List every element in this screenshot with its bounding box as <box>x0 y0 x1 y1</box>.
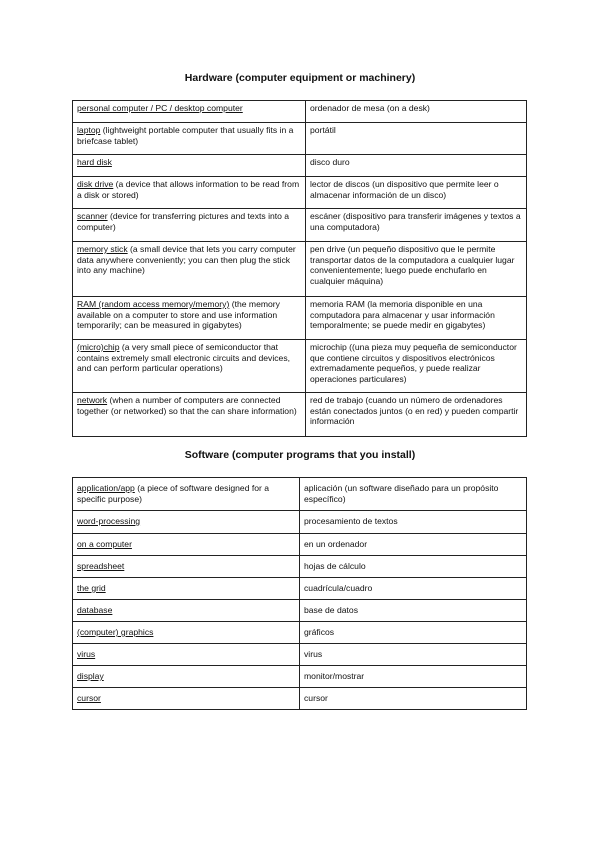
translation-cell: virus <box>300 644 527 666</box>
term-description: (a device that allows information to be read from a disk or stored) <box>77 179 300 200</box>
translation-cell: ordenador de mesa (on a desk) <box>306 101 527 123</box>
term-cell <box>73 600 300 622</box>
term: memory stick <box>77 244 128 254</box>
translation-cell: procesamiento de textos <box>300 511 527 534</box>
term: scanner <box>77 211 108 221</box>
term-cell <box>73 666 300 688</box>
translation-cell: base de datos <box>300 600 527 622</box>
term-cell <box>73 340 306 393</box>
term: cursor <box>77 693 101 703</box>
table-row <box>73 644 527 666</box>
term: word-processing <box>77 516 141 526</box>
table-row <box>73 688 527 710</box>
term-description: (a very small piece of semiconductor that contains extremely small electronic circuits and devices, and can perform particular operations) <box>77 342 291 374</box>
term-cell <box>73 644 300 666</box>
table-row <box>73 666 527 688</box>
term: (computer) graphics <box>77 627 154 637</box>
term-cell <box>73 101 306 123</box>
term-cell <box>73 578 300 600</box>
translation-cell: gráficos <box>300 622 527 644</box>
term-cell <box>73 688 300 710</box>
term-description: (a piece of software designed for a specific purpose) <box>77 483 270 504</box>
term: spreadsheet <box>77 561 125 571</box>
term: the grid <box>77 583 106 593</box>
term: RAM (random access memory/memory) <box>77 299 230 309</box>
software-heading: Software (computer programs that you install) <box>184 449 416 461</box>
term: virus <box>77 649 96 659</box>
translation-cell: aplicación (un software diseñado para un propósito específico) <box>300 478 527 511</box>
term-cell <box>73 123 306 155</box>
table-row <box>73 393 527 437</box>
table-row <box>73 209 527 242</box>
hardware-table <box>72 100 527 437</box>
term-description: (lightweight portable computer that usually fits in a briefcase tablet) <box>77 125 294 146</box>
term: application/app <box>77 483 135 493</box>
table-row <box>73 242 527 297</box>
term-cell <box>73 393 306 437</box>
term-cell <box>73 511 300 534</box>
translation-cell: escáner (dispositivo para transferir imágenes y textos a una computadora) <box>306 209 527 242</box>
term-cell <box>73 556 300 578</box>
table-row <box>73 177 527 209</box>
translation-cell: microchip ((una pieza muy pequeña de semiconductor que contiene circuitos y dispositivos electrónicos extremadamente pequeños, y puede realizar operaciones particulares) <box>306 340 527 393</box>
term: network <box>77 395 108 405</box>
term: (micro)chip <box>77 342 120 352</box>
term-cell <box>73 242 306 297</box>
translation-cell: cuadrícula/cuadro <box>300 578 527 600</box>
table-row <box>73 622 527 644</box>
table-row <box>73 556 527 578</box>
term: disk drive <box>77 179 114 189</box>
term-cell <box>73 534 300 556</box>
table-row <box>73 534 527 556</box>
term-cell <box>73 297 306 340</box>
term-description: (when a number of computers are connected together (or networked) so that the can share information) <box>77 395 297 416</box>
translation-cell: monitor/mostrar <box>300 666 527 688</box>
translation-cell: en un ordenador <box>300 534 527 556</box>
translation-cell: lector de discos (un dispositivo que permite leer o almacenar información de un disco) <box>306 177 527 209</box>
translation-cell: portátil <box>306 123 527 155</box>
term-description: (device for transferring pictures and texts into a computer) <box>77 211 290 232</box>
table-row <box>73 511 527 534</box>
translation-cell: disco duro <box>306 155 527 177</box>
term: laptop <box>77 125 101 135</box>
term-description: (the memory available on a computer to store and use information temporarily; can be measured in gigabytes) <box>77 299 280 331</box>
table-row <box>73 155 527 177</box>
translation-cell: cursor <box>300 688 527 710</box>
term: display <box>77 671 104 681</box>
table-row <box>73 478 527 511</box>
table-row <box>73 123 527 155</box>
term: personal computer / PC / desktop computer <box>77 103 243 113</box>
term-cell <box>73 155 306 177</box>
term-cell <box>73 177 306 209</box>
translation-cell: pen drive (un pequeño dispositivo que le permite transportar datos de la computadora a cualquier lugar convenientemente; luego puede enchufarlo en cualquier máquina) <box>306 242 527 297</box>
term-description: (a small device that lets you carry computer data anywhere conveniently; you can then plug the stick into any machine) <box>77 244 296 276</box>
table-row <box>73 600 527 622</box>
table-row <box>73 578 527 600</box>
term-cell <box>73 209 306 242</box>
software-table <box>72 477 527 710</box>
translation-cell: red de trabajo (cuando un número de ordenadores están conectados juntos (o en red) y pueden compartir información <box>306 393 527 437</box>
term-cell <box>73 478 300 511</box>
translation-cell: hojas de cálculo <box>300 556 527 578</box>
term: hard disk <box>77 157 112 167</box>
translation-cell: memoria RAM (la memoria disponible en una computadora para almacenar y usar información temporalmente; se puede medir en gigabytes) <box>306 297 527 340</box>
term: database <box>77 605 113 615</box>
term-cell <box>73 622 300 644</box>
table-row <box>73 340 527 393</box>
hardware-heading: Hardware (computer equipment or machinery) <box>184 72 416 84</box>
table-row <box>73 297 527 340</box>
term: on a computer <box>77 539 132 549</box>
table-row <box>73 101 527 123</box>
